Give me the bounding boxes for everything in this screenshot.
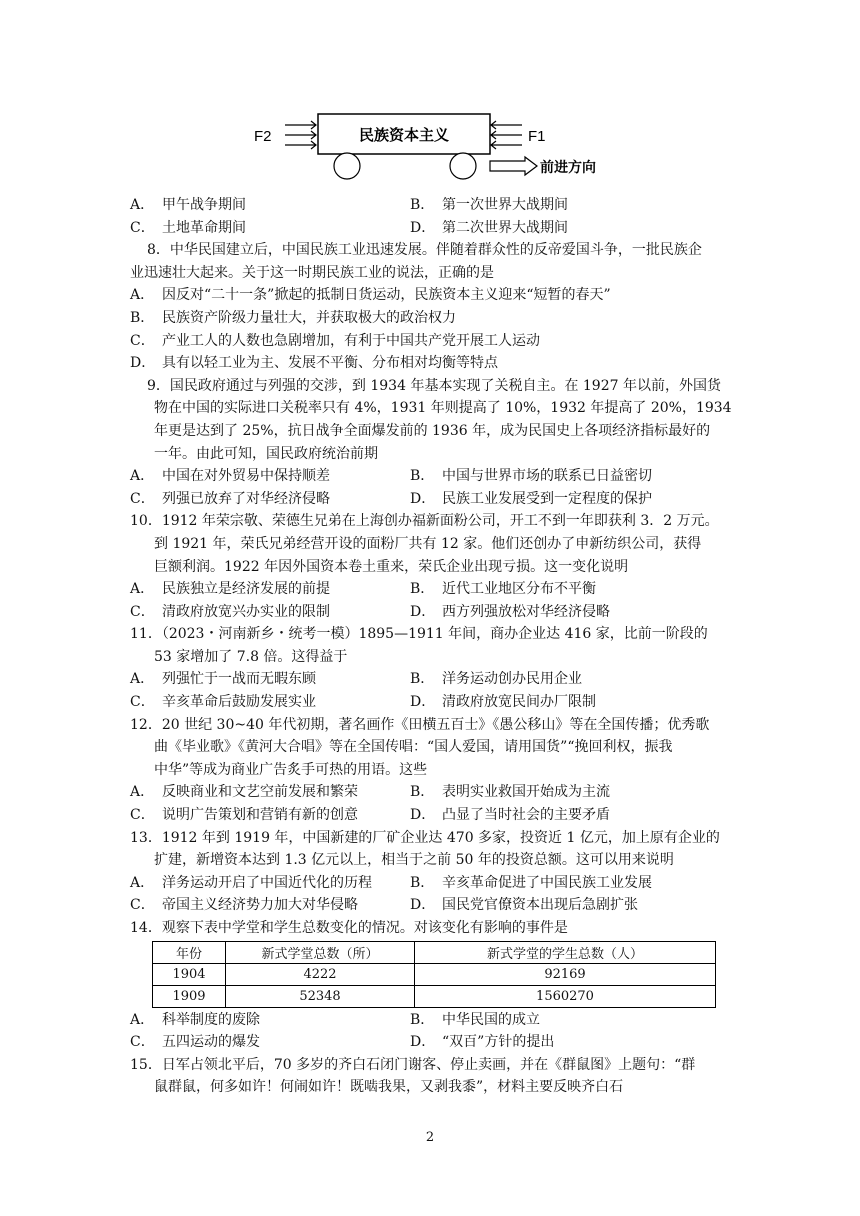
option-letter: A． <box>130 671 155 688</box>
q11-option-b: 洋务运动创办民用企业 <box>442 671 582 688</box>
q14-option-b: 中华民国的成立 <box>442 1011 540 1028</box>
q8-stem <box>130 239 730 262</box>
right-force-arrows <box>491 121 522 149</box>
q12-option-c: 说明广告策划和营销有新的创意 <box>162 807 358 824</box>
direction-label: 前进方向 <box>540 160 596 176</box>
q13-stem <box>130 827 730 850</box>
option-letter: A． <box>130 287 155 304</box>
q10-stem-line: 巨额利润。1922 年因外国资本卷土重来，荣氏企业出现亏损。这一变化说明 <box>154 558 629 575</box>
option-letter: B． <box>410 197 435 213</box>
option-letter: C． <box>130 219 155 236</box>
q14-options-row-2 <box>130 1031 730 1054</box>
option-letter: D． <box>410 807 436 824</box>
force-diagram <box>250 108 630 186</box>
option-letter: B． <box>410 874 435 891</box>
question-number: 13． <box>130 829 162 846</box>
table-cell: 1904 <box>153 963 226 985</box>
q7-option-b: 第一次世界大战期间 <box>442 197 568 213</box>
q9-stem-line: 物在中国的实际进口关税率只有 4%，1931 年则提高了 10%，1932 年提高了 20%，1934 <box>154 400 732 417</box>
option-letter: A． <box>130 197 155 213</box>
question-number: 10． <box>130 513 162 530</box>
q10-stem <box>130 510 730 533</box>
option-letter: C． <box>130 807 155 824</box>
table-row <box>153 963 716 985</box>
q9-stem-line: 国民政府通过与列强的交涉，到 1934 年基本实现了关税自主。在 1927 年以前，外国货 <box>169 377 721 394</box>
q13-option-d: 国民党官僚资本出现后急剧扩张 <box>442 897 638 914</box>
q14-options-row-1 <box>130 1009 730 1032</box>
q8-option-c: 产业工人的人数也急剧增加，有利于中国共产党开展工人运动 <box>162 332 540 349</box>
q15-stem-line: 鼠群鼠，何多如许！何闹如许！既啮我果，又剥我黍”，材料主要反映齐白石 <box>154 1079 624 1096</box>
q14-option-d: “双百”方针的提出 <box>442 1034 555 1051</box>
option-letter: B． <box>410 784 435 801</box>
page-number: 2 <box>425 1130 435 1145</box>
option-letter: D． <box>130 355 156 372</box>
q14-stem-line: 观察下表中学堂和学生总数变化的情况。对该变化有影响的事件是 <box>161 920 568 936</box>
q12-option-a: 反映商业和文艺空前发展和繁荣 <box>162 784 358 801</box>
q13-options-row-1 <box>130 872 730 895</box>
q7-options-row-1 <box>130 194 730 217</box>
q8-option-a-row <box>130 284 730 307</box>
q15-stem <box>130 1054 730 1077</box>
option-letter: D． <box>410 694 436 711</box>
q10-options-row-2 <box>130 601 730 624</box>
option-letter: A． <box>130 581 155 598</box>
q12-option-b: 表明实业救国开始成为主流 <box>442 784 610 801</box>
q12-option-d: 凸显了当时社会的主要矛盾 <box>442 807 610 824</box>
table-cell: 1560270 <box>415 985 716 1007</box>
q9-options-row-1 <box>130 465 730 488</box>
q14-option-c: 五四运动的爆发 <box>162 1034 260 1051</box>
q9-option-a: 中国在对外贸易中保持顺差 <box>162 468 330 485</box>
q13-option-a: 洋务运动开启了中国近代化的历程 <box>162 874 372 891</box>
q10-option-c: 清政府放宽兴办实业的限制 <box>162 603 330 620</box>
option-letter: D． <box>410 219 436 236</box>
option-letter: B． <box>410 468 435 485</box>
table-row <box>153 985 716 1007</box>
q9-option-d: 民族工业发展受到一定程度的保护 <box>442 490 652 507</box>
q13-options-row-2 <box>130 894 730 917</box>
left-wheel <box>334 153 360 179</box>
question-number: 8． <box>147 242 170 259</box>
q8-option-b-row <box>130 307 730 330</box>
option-letter: C． <box>130 1034 155 1051</box>
q12-stem-line: 20 世纪 30~40 年代初期，著名画作《田横五百士》《愚公移山》等在全国传播；优秀歌 <box>161 716 710 733</box>
q9-stem <box>130 375 730 398</box>
option-letter: A． <box>130 784 155 801</box>
q9-option-b: 中国与世界市场的联系已日益密切 <box>442 468 652 485</box>
q14-table-wrap <box>130 941 730 1008</box>
right-wheel <box>450 153 476 179</box>
table-cell: 52348 <box>226 985 415 1007</box>
table-header: 年份 <box>153 941 226 963</box>
option-letter: B． <box>410 671 435 688</box>
q9-option-c: 列强已放弃了对华经济侵略 <box>162 490 330 507</box>
left-force-label: F2 <box>254 128 272 145</box>
option-letter: D． <box>410 490 436 507</box>
option-letter: A． <box>130 874 155 891</box>
q10-stem-line: 1912 年荣宗敬、荣德生兄弟在上海创办福新面粉公司，开工不到一年即获利 3．2 万元。 <box>161 513 719 530</box>
question-number: 12． <box>130 716 162 733</box>
q11-options-row-1 <box>130 668 730 691</box>
q13-stem-line: 扩建，新增资本达到 1.3 亿元以上，相当于之前 50 年的投资总额。这可以用来说明 <box>154 852 674 869</box>
q8-option-d: 具有以轻工业为主、发展不平衡、分布相对均衡等特点 <box>162 355 498 372</box>
option-letter: C． <box>130 332 155 349</box>
q11-option-c: 辛亥革命后鼓励发展实业 <box>162 694 316 711</box>
option-letter: A． <box>130 468 155 485</box>
q10-stem-line: 到 1921 年，荣氏兄弟经营开设的面粉厂共有 12 家。他们还创办了申新纺织公司，获得 <box>154 535 702 552</box>
q11-stem-line: 53 家增加了 7.8 倍。这得益于 <box>154 648 348 665</box>
q14-stem <box>130 917 730 940</box>
q12-stem-line: 曲《毕业歌》《黄河大合唱》等在全国传唱：“国人爱国，请用国货”“挽回利权，振我 <box>154 739 673 756</box>
question-number: 9． <box>147 377 170 394</box>
q11-options-row-2 <box>130 691 730 714</box>
option-letter: C． <box>130 694 155 711</box>
direction-arrow <box>490 157 537 175</box>
q13-option-b: 辛亥革命促进了中国民族工业发展 <box>442 874 652 891</box>
right-force-label: F1 <box>528 128 546 145</box>
q12-options-row-2 <box>130 804 730 827</box>
table-header-row <box>153 941 716 963</box>
q8-stem-line: 业迅速壮大起来。关于这一时期民族工业的说法，正确的是 <box>130 264 494 281</box>
option-letter: D． <box>410 897 436 914</box>
q7-options-row-2 <box>130 217 730 240</box>
option-letter: B． <box>410 1011 435 1028</box>
q12-stem-line: 中华”等成为商业广告炙手可热的用语。这些 <box>154 761 428 778</box>
q15-stem-line: 日军占领北平后，70 多岁的齐白石闭门谢客、停止卖画，并在《群鼠图》上题句：“群 <box>161 1056 696 1073</box>
option-letter: C． <box>130 603 155 620</box>
q11-stem-line: （2023・河南新乡・统考一模）1895—1911 年间，商办企业达 416 家，比前一阶段的 <box>161 626 708 643</box>
option-letter: C． <box>130 490 155 507</box>
q7-option-c: 土地革命期间 <box>162 219 246 236</box>
table-cell: 1909 <box>153 985 226 1007</box>
q10-options-row-1 <box>130 578 730 601</box>
table-cell: 4222 <box>226 963 415 985</box>
question-number: 15． <box>130 1056 162 1073</box>
questions <box>130 194 730 1099</box>
q10-option-b: 近代工业地区分布不平衡 <box>442 581 596 598</box>
q8-stem-line: 中华民国建立后，中国民族工业迅速发展。伴随着群众性的反帝爱国斗争，一批民族企 <box>169 242 702 259</box>
q7-option-d: 第二次世界大战期间 <box>442 219 568 236</box>
q12-stem <box>130 714 730 737</box>
question-number: 14． <box>130 920 162 936</box>
option-letter: B． <box>410 581 435 598</box>
q8-option-b: 民族资产阶级力量壮大，并获取极大的政治权力 <box>162 309 456 326</box>
left-force-arrows <box>285 121 316 149</box>
q8-option-c-row <box>130 330 730 353</box>
q9-stem-line: 年更是达到了 25%，抗日战争全面爆发前的 1936 年，成为民国史上各项经济指标最好的 <box>154 422 711 439</box>
table-header: 新式学堂总数（所） <box>226 941 415 963</box>
q7-option-a: 甲午战争期间 <box>162 197 246 213</box>
question-number: 11． <box>130 626 162 643</box>
school-stats-table <box>152 941 716 1008</box>
q14-option-a: 科举制度的废除 <box>162 1011 260 1028</box>
option-letter: A． <box>130 1011 155 1028</box>
option-letter: D． <box>410 603 436 620</box>
cart-box-label: 民族资本主义 <box>358 126 450 144</box>
q13-stem-line: 1912 年到 1919 年，中国新建的厂矿企业达 470 多家，投资近 1 亿元，加上原有企业的 <box>161 829 720 846</box>
q10-option-d: 西方列强放松对华经济侵略 <box>442 603 610 620</box>
q9-options-row-2 <box>130 488 730 511</box>
q9-stem-line: 一年。由此可知，国民政府统治前期 <box>154 445 378 462</box>
q10-option-a: 民族独立是经济发展的前提 <box>162 581 330 598</box>
option-letter: B． <box>130 309 155 326</box>
table-cell: 92169 <box>415 963 716 985</box>
q13-option-c: 帝国主义经济势力加大对华侵略 <box>162 897 358 914</box>
option-letter: D． <box>410 1034 436 1051</box>
q11-option-d: 清政府放宽民间办厂限制 <box>442 694 596 711</box>
q11-stem <box>130 623 730 646</box>
q11-option-a: 列强忙于一战而无暇东顾 <box>162 671 316 688</box>
q12-options-row-1 <box>130 781 730 804</box>
q8-option-d-row <box>130 352 730 375</box>
q8-option-a: 因反对“二十一条”掀起的抵制日货运动，民族资本主义迎来“短暂的春天” <box>162 287 611 304</box>
option-letter: C． <box>130 897 155 914</box>
table-header: 新式学堂的学生总数（人） <box>415 941 716 963</box>
